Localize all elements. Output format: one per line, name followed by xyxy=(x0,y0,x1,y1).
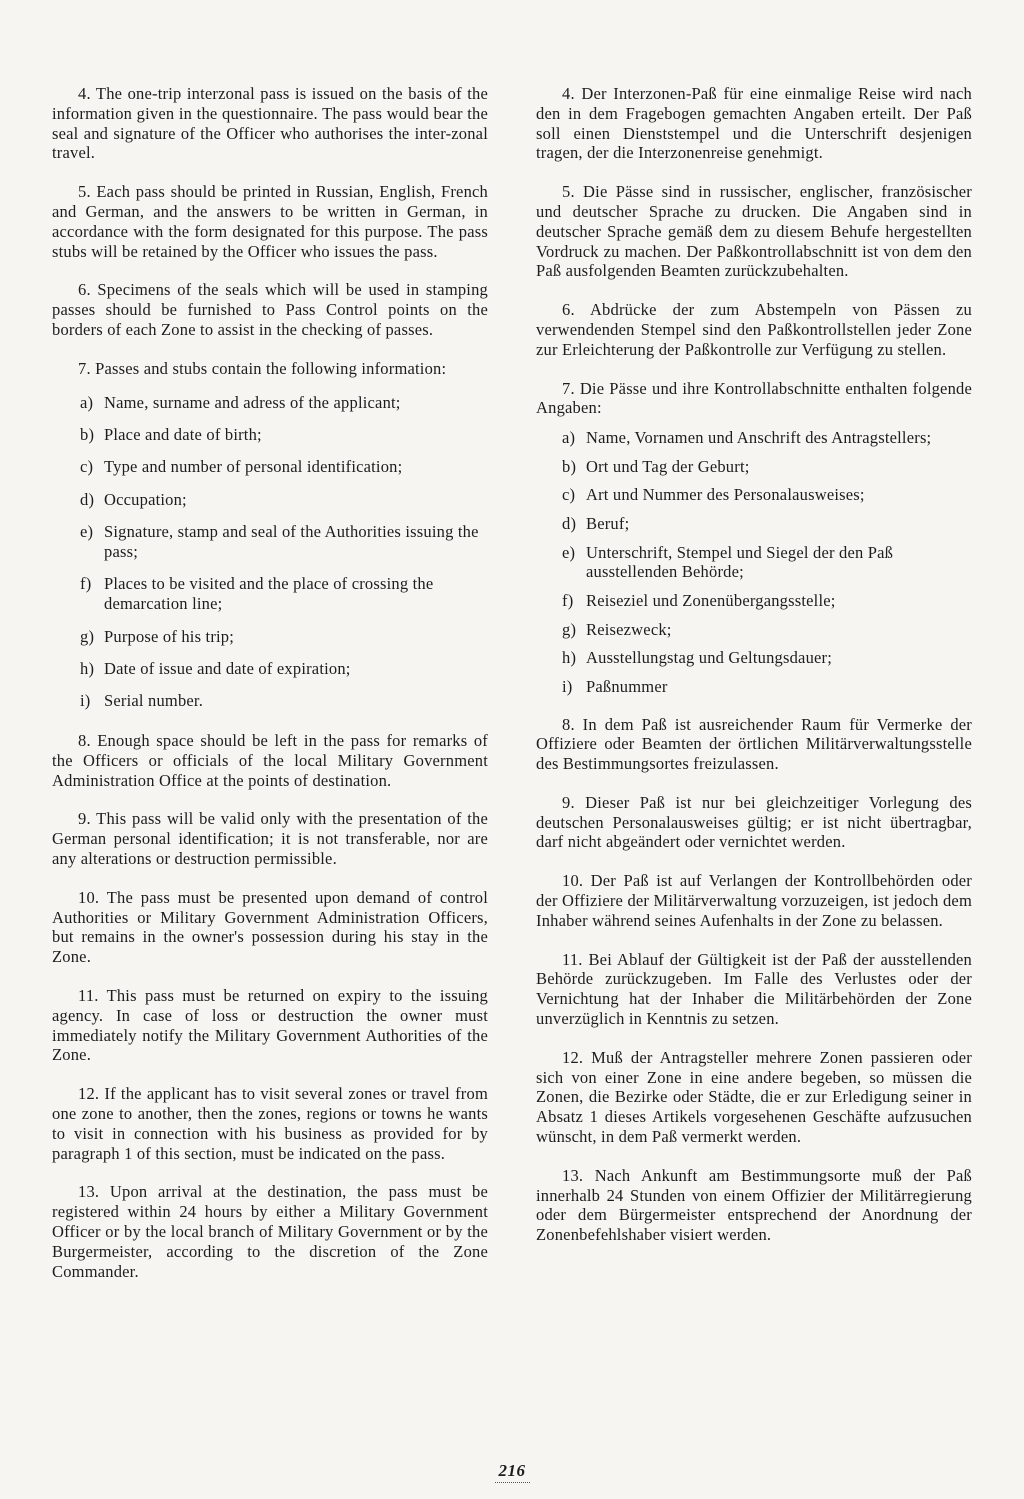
en-paragraph-13: 13. Upon arrival at the destination, the pass must be registered within 24 hours by either a Military Government Officer or by the local branch of Military Government or by the Burgermeister, according to the discretion of the Zone Commander. xyxy=(52,1182,488,1281)
de-paragraph-10: 10. Der Paß ist auf Verlangen der Kontrollbehörden oder der Offiziere der Militärverwaltung vorzuzeigen, ist jedoch dem Inhaber während seines Aufenhalts in der Zone zu belassen. xyxy=(536,871,972,930)
de-list-item xyxy=(536,648,972,668)
en-item-label: i) xyxy=(80,691,91,711)
de-paragraph-8: 8. In dem Paß ist ausreichender Raum für Vermerke der Offiziere oder Beamten der örtlichen Militärverwaltungsstelle des Bestimmungsortes freizulassen. xyxy=(536,714,972,774)
de-list-item xyxy=(536,485,972,505)
de-item-label: i) xyxy=(562,676,573,696)
en-item-text: Purpose of his trip; xyxy=(104,626,235,646)
de-item-text: Unterschrift, Stempel und Siegel der den Paß ausstellenden Behörde; xyxy=(586,542,894,582)
en-paragraph-6: 6. Specimens of the seals which will be used in stamping passes should be furnished to Pass Control points on the borders of each Zone to assist in the checking of passes. xyxy=(52,280,488,339)
en-list-item xyxy=(52,425,488,445)
de-item-label: d) xyxy=(562,513,577,533)
de-item-text: Ausstellungstag und Geltungsdauer; xyxy=(586,648,833,668)
en-item-text: Serial number. xyxy=(104,691,204,711)
de-item-label: a) xyxy=(562,428,576,448)
de-list-item xyxy=(536,620,972,640)
de-paragraph-9: 9. Dieser Paß ist nur bei gleichzeitiger Vorlegung des deutschen Personalausweises gültig; er ist nicht übertragbar, darf nicht abgeändert oder vernichtet werden. xyxy=(536,792,972,852)
de-item-text: Art und Nummer des Personalausweises; xyxy=(586,485,865,505)
de-paragraph-6: 6. Abdrücke der zum Abstempeln von Pässen zu verwendenden Stempel sind den Paßkontrollstellen jeder Zone zur Erleichterung der Paßkontrolle zur Verfügung zu stellen. xyxy=(536,300,972,359)
en-list-item xyxy=(52,574,488,614)
en-item-text: Occupation; xyxy=(104,489,187,509)
en-list-item xyxy=(52,393,488,413)
de-item-label: h) xyxy=(562,648,577,668)
de-list-item xyxy=(536,677,972,697)
de-list-item xyxy=(536,591,972,611)
en-item-label: d) xyxy=(80,489,95,509)
en-paragraph-5: 5. Each pass should be printed in Russian, English, French and German, and the answers to be written in German, in accordance with the form designated for this purpose. The pass stubs will be retained by the Officer who issues the pass. xyxy=(52,182,488,261)
en-item-label: g) xyxy=(80,626,95,646)
en-item-text: Places to be visited and the place of crossing the demarcation line; xyxy=(104,574,434,614)
de-list-item xyxy=(536,543,972,583)
en-item-list xyxy=(52,393,488,712)
de-paragraph-4: 4. Der Interzonen-Paß für eine einmalige Reise wird nach den in dem Fragebogen gemachten Angaben erteilt. Der Paß soll einen Dienststempel und die Unterschrift desjenigen tragen, der die Interzonenreise genehmigt. xyxy=(536,84,972,163)
en-list-item xyxy=(52,457,488,477)
german-column xyxy=(536,84,972,1264)
de-item-text: Name, Vornamen und Anschrift des Antragstellers; xyxy=(586,428,932,448)
de-list-item xyxy=(536,428,972,448)
en-list-item xyxy=(52,627,488,647)
de-list-item xyxy=(536,457,972,477)
en-item-text: Date of issue and date of expiration; xyxy=(104,658,351,678)
de-paragraph-5: 5. Die Pässe sind in russischer, englischer, französischer und deutscher Sprache zu drucken. Die Angaben sind in deutscher Sprache gemäß dem zu diesem Behufe hergestellten Vordruck zu machen. Der Paßkontrollabschnitt ist von dem den Paß ausfolgenden Beamten zurückzubehalten. xyxy=(536,182,972,281)
en-paragraph-11: 11. This pass must be returned on expiry to the issuing agency. In case of loss or destruction the owner must immediately notify the Military Government Authorities of the Zone. xyxy=(52,986,488,1065)
page-number-text: 216 xyxy=(495,1461,530,1483)
de-item-list xyxy=(536,428,972,696)
en-item-text: Type and number of personal identification; xyxy=(104,457,403,477)
de-item-label: f) xyxy=(562,590,574,610)
en-item-label: c) xyxy=(80,457,94,477)
de-item-label: e) xyxy=(562,542,576,562)
en-item-label: h) xyxy=(80,658,95,678)
de-paragraph-13: 13. Nach Ankunft am Bestimmungsorte muß der Paß innerhalb 24 Stunden von einem Offizier der Militärregierung oder dem Bürgermeister entsprechend der Anordnung der Zonenbefehlshaber visiert werden. xyxy=(536,1165,972,1245)
en-paragraph-8: 8. Enough space should be left in the pass for remarks of the Officers or officials of the local Military Government Administration Office at the points of destination. xyxy=(52,731,488,790)
en-paragraph-7: 7. Passes and stubs contain the following information: xyxy=(78,358,447,378)
en-list-item xyxy=(52,691,488,711)
en-paragraph-9: 9. This pass will be valid only with the presentation of the German personal identification; it is not transferable, nor are any alterations or destruction permissible. xyxy=(52,809,488,869)
en-paragraph-4: 4. The one-trip interzonal pass is issued on the basis of the information given in the questionnaire. The pass would bear the seal and signature of the Officer who authorises the inter-zonal travel. xyxy=(52,84,488,163)
en-list-item xyxy=(52,659,488,679)
de-paragraph-7: 7. Die Pässe und ihre Kontrollabschnitte enthalten folgende Angaben: xyxy=(536,378,972,418)
de-item-label: c) xyxy=(562,485,576,505)
de-paragraph-11: 11. Bei Ablauf der Gültigkeit ist der Paß der ausstellenden Behörde zurückzugeben. Im Falle des Verlustes oder der Vernichtung hat der Inhaber die Militärbehörden der Zone unverzüglich in Kenntnis zu setzen. xyxy=(536,949,972,1029)
en-list-item xyxy=(52,490,488,510)
de-item-label: g) xyxy=(562,619,577,639)
de-paragraph-12: 12. Muß der Antragsteller mehrere Zonen passieren oder sich von einer Zone in eine andere begeben, so müssen die Zonen, die Bezirke oder Städte, die er zur Erledigung seiner in Absatz 1 dieses Artikels vorgesehenen Geschäfte aufzusuchen wünscht, in dem Paß vermerkt werden. xyxy=(536,1047,972,1147)
english-column xyxy=(52,84,488,1300)
en-item-label: f) xyxy=(80,574,92,594)
de-item-text: Reisezweck; xyxy=(586,619,672,639)
de-item-label: b) xyxy=(562,456,577,476)
en-item-text: Signature, stamp and seal of the Authorities issuing the pass; xyxy=(104,522,479,561)
page-number xyxy=(0,1461,1024,1481)
en-paragraph-10: 10. The pass must be presented upon demand of control Authorities or Military Government Administration Officers, but remains in the owner's possession during his stay in the Zone. xyxy=(52,887,488,967)
de-item-text: Paßnummer xyxy=(586,676,668,696)
de-item-text: Reiseziel und Zonenübergangsstelle; xyxy=(586,590,836,610)
en-item-label: e) xyxy=(80,522,94,542)
en-item-label: b) xyxy=(80,424,95,444)
en-item-label: a) xyxy=(80,392,94,412)
en-list-item xyxy=(52,522,488,562)
en-item-text: Place and date of birth; xyxy=(104,424,262,444)
de-list-item xyxy=(536,514,972,534)
de-item-text: Beruf; xyxy=(586,513,630,533)
de-item-text: Ort und Tag der Geburt; xyxy=(586,456,750,476)
en-paragraph-12: 12. If the applicant has to visit several zones or travel from one zone to another, then the zones, regions or towns he wants to visit in connection with his business as provided for by paragraph 1 of this section, must be indicated on the pass. xyxy=(52,1084,488,1163)
en-item-text: Name, surname and adress of the applicant; xyxy=(104,392,401,412)
